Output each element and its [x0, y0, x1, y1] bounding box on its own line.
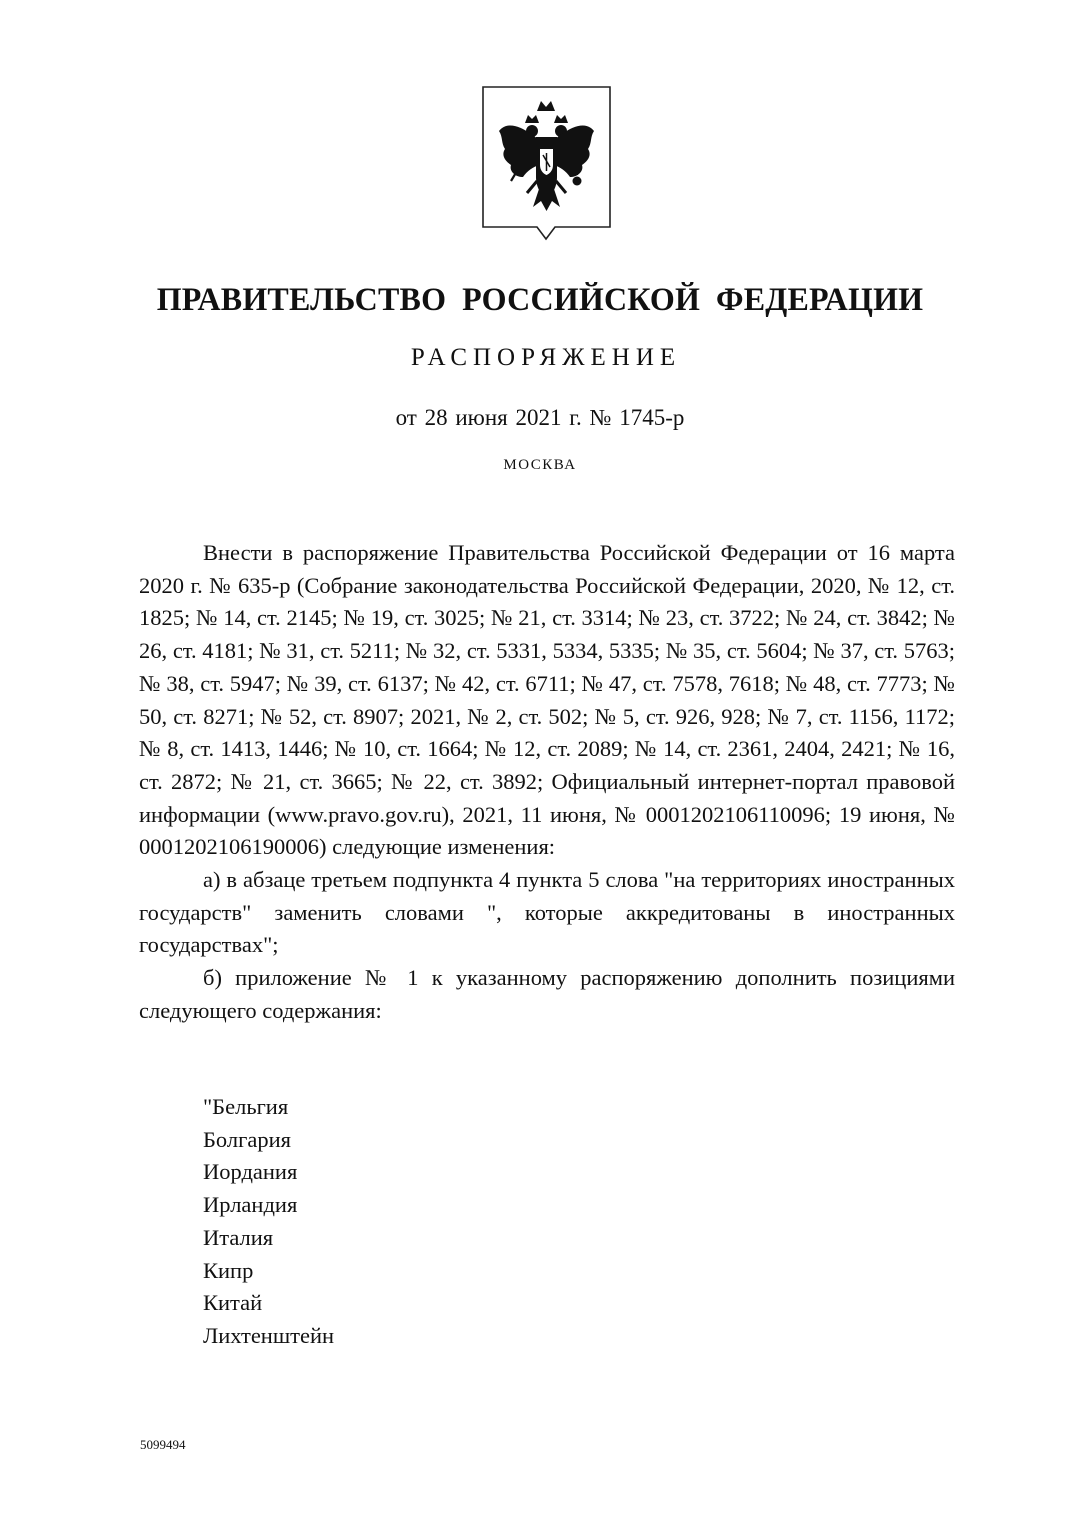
- country-list: [203, 1091, 334, 1353]
- list-item: Китай: [203, 1290, 263, 1316]
- list-item: Кипр: [203, 1257, 254, 1283]
- list-item: Болгария: [203, 1126, 291, 1152]
- document-type: РАСПОРЯЖЕНИЕ: [410, 344, 682, 371]
- document-city: МОСКВА: [503, 457, 577, 473]
- document-body: [139, 537, 955, 1028]
- intro-paragraph: Внести в распоряжение Правительства Российской Федерации от 16 марта 2020 г. № 635-р (Собрание законодательства Российской Федерации, 2020, № 12, ст. 1825; № 14, ст. 2145; № 19, ст. 3025; № 21, ст. 3314; № 23, ст. 3722; № 24, ст. 3842; № 26, ст. 4181; № 31, ст. 5211; № 32, ст. 5331, 5334, 5335; № 35, ст. 5604; № 37, ст. 5763; № 38, ст. 5947; № 39, ст. 6137; № 42, ст. 6711; № 47, ст. 7578, 7618; № 48, ст. 7773; № 50, ст. 8271; № 52, ст. 8907; 2021, № 2, ст. 502; № 5, ст. 926, 928; № 7, ст. 1156, 1172; № 8, ст. 1413, 1446; № 10, ст. 1664; № 12, ст. 2089; № 14, ст. 2361, 2404, 2421; № 16, ст. 2872; № 21, ст. 3665; № 22, ст. 3892; Официальный интернет-портал правовой информации (www.pravo.gov.ru), 2021, 11 июня, № 0001202106110096; 19 июня, № 0001202106190006) следующие изменения:: [139, 540, 955, 860]
- government-title: ПРАВИТЕЛЬСТВО РОССИЙСКОЙ ФЕДЕРАЦИИ: [156, 282, 924, 318]
- item-b-paragraph: б) приложение № 1 к указанному распоряжению дополнить позициями следующего содержания:: [139, 965, 955, 1023]
- list-item: Ирландия: [203, 1192, 298, 1218]
- list-item: Италия: [203, 1224, 274, 1250]
- document-code: 5099494: [140, 1437, 186, 1452]
- document-date-number: от 28 июня 2021 г. № 1745-р: [395, 405, 685, 430]
- list-item: Лихтенштейн: [203, 1322, 335, 1348]
- list-item: Иордания: [203, 1159, 298, 1185]
- item-a-paragraph: а) в абзаце третьем подпункта 4 пункта 5 слова "на территориях иностранных государств" заменить словами ", которые аккредитованы в иностранных государствах";: [139, 867, 955, 958]
- coat-of-arms-icon: [481, 85, 612, 243]
- list-item: "Бельгия: [203, 1094, 289, 1119]
